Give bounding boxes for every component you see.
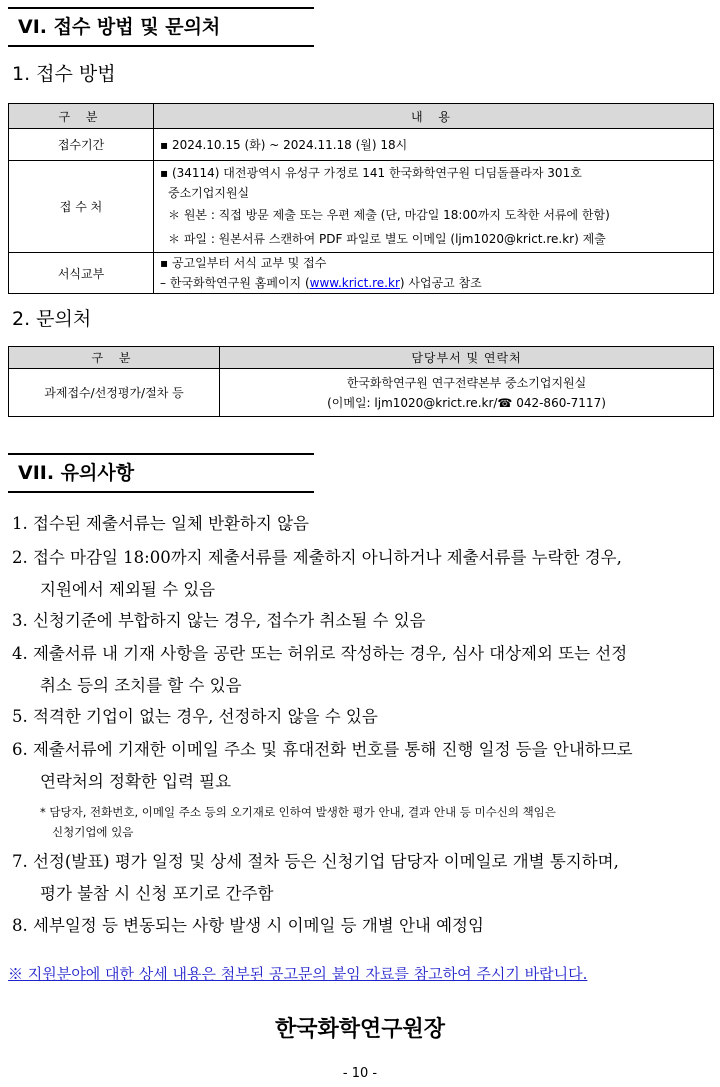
caution-item-4-line-2: 취소 등의 조치를 할 수 있음 — [40, 676, 242, 695]
subsection-contact: 2. 문의처 — [12, 308, 92, 330]
caution-item-7-line-2: 평가 불참 시 신청 포기로 간주함 — [40, 884, 274, 903]
attachment-notice: ※ 지원분야에 대한 상세 내용은 첨부된 공고문의 붙임 자료를 참고하여 주시기 바랍니다. — [8, 965, 588, 983]
table1-header-category: 구 분 — [9, 104, 154, 129]
caution-footnote-line-1: * 담당자, 전화번호, 이메일 주소 등의 오기재로 인하여 발생한 평가 안내, 결과 안내 등 미수신의 책임은 — [40, 805, 556, 819]
forms-text: ▪ 공고일부터 서식 교부 및 접수 — [160, 256, 327, 270]
subsection-application-method: 1. 접수 방법 — [12, 63, 116, 85]
section-7-title: VII. 유의사항 — [8, 453, 314, 493]
place-original-note: ＊ 원본 : 직접 방문 제출 또는 우편 제출 (단, 마감일 18:00까지 도착한 서류에 한함) — [168, 207, 610, 222]
forms-link-prefix: – 한국화학연구원 홈페이지 ( — [160, 276, 310, 290]
section-6-title: VI. 접수 방법 및 문의처 — [8, 7, 314, 47]
caution-item-3 — [12, 605, 718, 637]
row-label-forms: 서식교부 — [9, 253, 154, 294]
caution-item-5 — [12, 701, 718, 733]
caution-item-1 — [12, 508, 718, 540]
caution-item-7-line-1: 7. 선정(발표) 평가 일정 및 상세 절차 등은 신청기업 담당자 이메일로 개별 통지하며, — [12, 852, 619, 871]
caution-item-8 — [12, 910, 718, 942]
caution-footnote-line-2: 신청기업에 있음 — [52, 825, 134, 839]
place-office: 중소기업지원실 — [168, 185, 250, 200]
page-number: - 10 - — [342, 1066, 378, 1081]
contact-table — [8, 346, 714, 417]
caution-item-5-line-1: 5. 적격한 기업이 없는 경우, 선정하지 않을 수 있음 — [12, 707, 378, 726]
table2-header-contact: 담당부서 및 연락처 — [220, 347, 714, 369]
caution-item-7 — [12, 846, 718, 910]
forms-link-suffix: ) 사업공고 참조 — [399, 276, 482, 290]
caution-item-2-line-1: 2. 접수 마감일 18:00까지 제출서류를 제출하지 아니하거나 제출서류를 누락한 경우, — [12, 548, 622, 567]
contact-email-phone: (이메일: ljm1020@krict.re.kr/☎ 042-860-7117) — [327, 395, 606, 410]
institute-president-signature: 한국화학연구원장 — [274, 1016, 446, 1042]
caution-item-2-line-2: 지원에서 제외될 수 있음 — [40, 580, 216, 599]
caution-item-4-line-1: 4. 제출서류 내 기재 사항을 공란 또는 허위로 작성하는 경우, 심사 대상제외 또는 선정 — [12, 644, 628, 663]
caution-item-2 — [12, 542, 718, 606]
caution-item-4 — [12, 638, 718, 702]
table1-header-content: 내 용 — [154, 104, 714, 129]
caution-item-8-line-1: 8. 세부일정 등 변동되는 사항 발생 시 이메일 등 개별 안내 예정임 — [12, 916, 484, 935]
row-label-period: 접수기간 — [9, 129, 154, 161]
place-address: ▪ (34114) 대전광역시 유성구 가정로 141 한국화학연구원 디딤돌플라자 301호 — [160, 165, 582, 180]
application-method-table — [8, 103, 714, 294]
table2-header-category: 구 분 — [9, 347, 220, 369]
contact-department: 한국화학연구원 연구전략본부 중소기업지원실 — [346, 375, 587, 390]
period-text: ▪ 2024.10.15 (화) ~ 2024.11.18 (월) 18시 — [160, 137, 408, 152]
caution-item-3-line-1: 3. 신청기준에 부합하지 않는 경우, 접수가 취소될 수 있음 — [12, 611, 426, 630]
contact-row-label: 과제접수/선정평가/절차 등 — [9, 369, 220, 417]
forms-homepage-line — [160, 273, 707, 293]
caution-footnote — [40, 802, 556, 842]
caution-item-1-line-1: 1. 접수된 제출서류는 일체 반환하지 않음 — [12, 514, 309, 533]
place-file-note: ＊ 파일 : 원본서류 스캔하여 PDF 파일로 별도 이메일 (ljm1020@krict.re.kr) 제출 — [168, 231, 606, 246]
krict-homepage-link[interactable]: www.krict.re.kr — [309, 276, 400, 290]
row-label-place: 접 수 처 — [9, 161, 154, 253]
caution-item-6-line-1: 6. 제출서류에 기재한 이메일 주소 및 휴대전화 번호를 통해 진행 일정 등을 안내하므로 — [12, 740, 633, 759]
caution-item-6 — [12, 734, 718, 798]
caution-item-6-line-2: 연락처의 정확한 입력 필요 — [40, 772, 232, 791]
